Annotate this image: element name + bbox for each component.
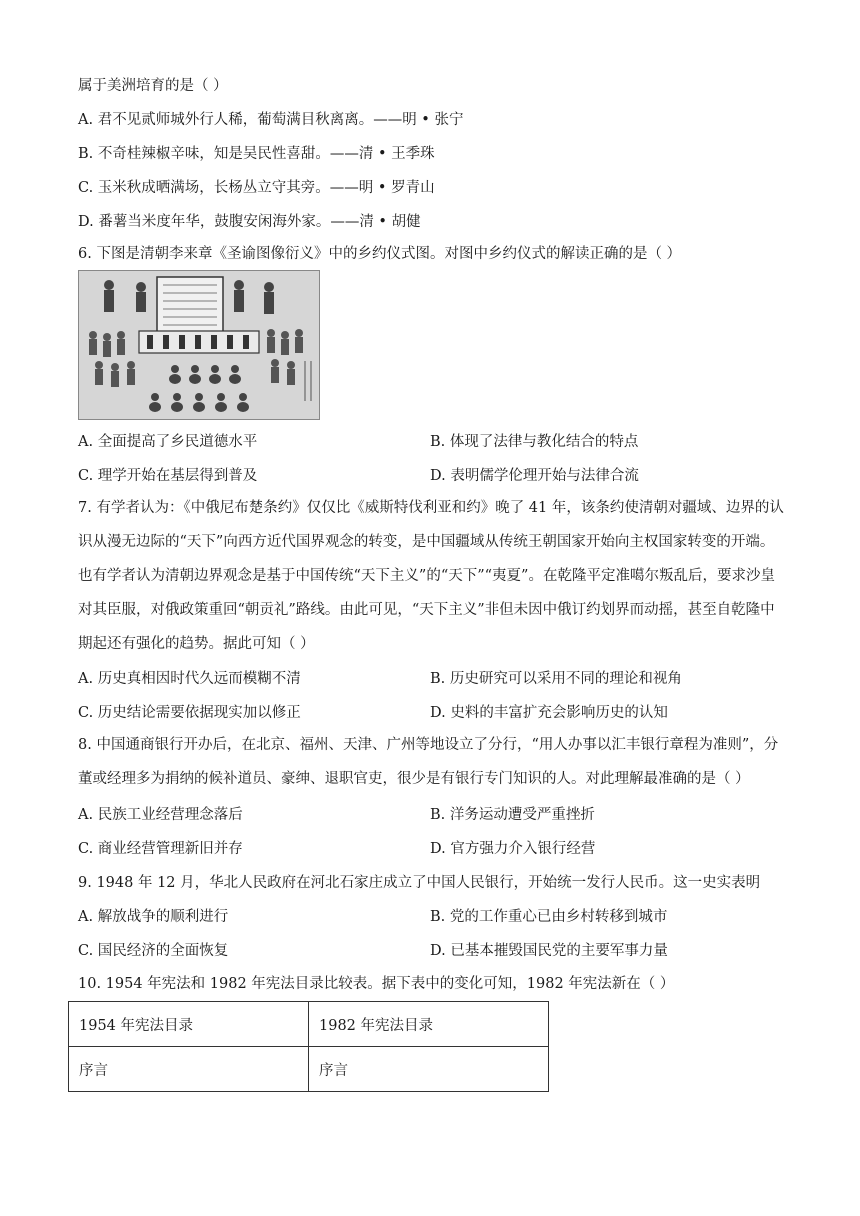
q7-stem: 7. 有学者认为：《中俄尼布楚条约》仅仅比《威斯特伐利亚和约》晚了 41 年，该条约使清朝对疆域、边界的认识从漫无边际的“天下”向西方近代国界观念的转变，是中国疆域从传统王朝国家开始向主权国家转变的开端。也有学者认为清朝边界观念是基于中国传统“天下主义”的“天下”“夷夏”。在乾隆平定准噶尔叛乱后，要求沙皇对其臣服，对俄政策重回“朝贡礼”路线。由此可见，“天下主义”非但未因中俄订约划界而动摇，甚至自乾隆中期起还有强化的趋势。据此可知（ ）: [78, 500, 784, 652]
q8-stem: 8. 中国通商银行开办后，在北京、福州、天津、广州等地设立了分行，“用人办事以汇丰银行章程为准则”，分董或经理多为捐纳的候补道员、豪绅、退职官吏，很少是有银行专门知识的人。对此理解最准确的是（ ）: [78, 737, 779, 787]
q6-option-b: B. 体现了法律与教化结合的特点: [430, 434, 639, 450]
table-cell: 序言: [309, 1047, 549, 1092]
q9-stem: 9. 1948 年 12 月，华北人民政府在河北石家庄成立了中国人民银行，开始统一发行人民币。这一史实表明: [78, 875, 761, 891]
q7-option-d: D. 史料的丰富扩充会影响历史的认知: [430, 705, 668, 721]
q8-option-c: C. 商业经营管理新旧并存: [78, 841, 243, 857]
q9-option-a: A. 解放战争的顺利进行: [78, 909, 229, 925]
q5-option-b: B. 不奇桂辣椒辛味，知是吴民性喜甜。——清 • 王季珠: [78, 146, 435, 162]
table-header-cell: 1982 年宪法目录: [309, 1002, 549, 1047]
q6-option-c: C. 理学开始在基层得到普及: [78, 468, 258, 484]
q6-option-a: A. 全面提高了乡民道德水平: [78, 434, 258, 450]
q6-option-d: D. 表明儒学伦理开始与法律合流: [430, 468, 639, 484]
table-header-cell: 1954 年宪法目录: [69, 1002, 309, 1047]
q8-option-d: D. 官方强力介入银行经营: [430, 841, 596, 857]
q5-option-c: C. 玉米秋成晒满场，长杨丛立守其旁。——明 • 罗青山: [78, 180, 435, 196]
village-ceremony-illustration: [78, 270, 320, 420]
q7-option-c: C. 历史结论需要依据现实加以修正: [78, 705, 301, 721]
ceremony-drawing: [79, 271, 319, 419]
q9-option-d: D. 已基本摧毁国民党的主要军事力量: [430, 943, 668, 959]
q10-stem: 10. 1954 年宪法和 1982 年宪法目录比较表。据下表中的变化可知，1982 年宪法新在（ ）: [78, 976, 675, 992]
q8-option-a: A. 民族工业经营理念落后: [78, 807, 243, 823]
q9-option-c: C. 国民经济的全面恢复: [78, 943, 229, 959]
q8-option-b: B. 洋务运动遭受严重挫折: [430, 807, 595, 823]
q5-option-a: A. 君不见贰师城外行人稀，葡萄满目秋离离。——明 • 张宁: [78, 112, 464, 128]
q5-option-d: D. 番薯当米度年华，鼓腹安闲海外家。——清 • 胡健: [78, 214, 421, 230]
q9-option-b: B. 党的工作重心已由乡村转移到城市: [430, 909, 668, 925]
q7-option-a: A. 历史真相因时代久远而模糊不清: [78, 671, 301, 687]
q5-stem-tail: 属于美洲培育的是（ ）: [78, 78, 228, 94]
table-row: [69, 1047, 549, 1092]
constitution-toc-table: [68, 1001, 549, 1092]
table-header-row: [69, 1002, 549, 1047]
table-cell: 序言: [69, 1047, 309, 1092]
q7-option-b: B. 历史研究可以采用不同的理论和视角: [430, 671, 682, 687]
q6-stem: 6. 下图是清朝李来章《圣谕图像衍义》中的乡约仪式图。对图中乡约仪式的解读正确的是（ ）: [78, 246, 682, 262]
